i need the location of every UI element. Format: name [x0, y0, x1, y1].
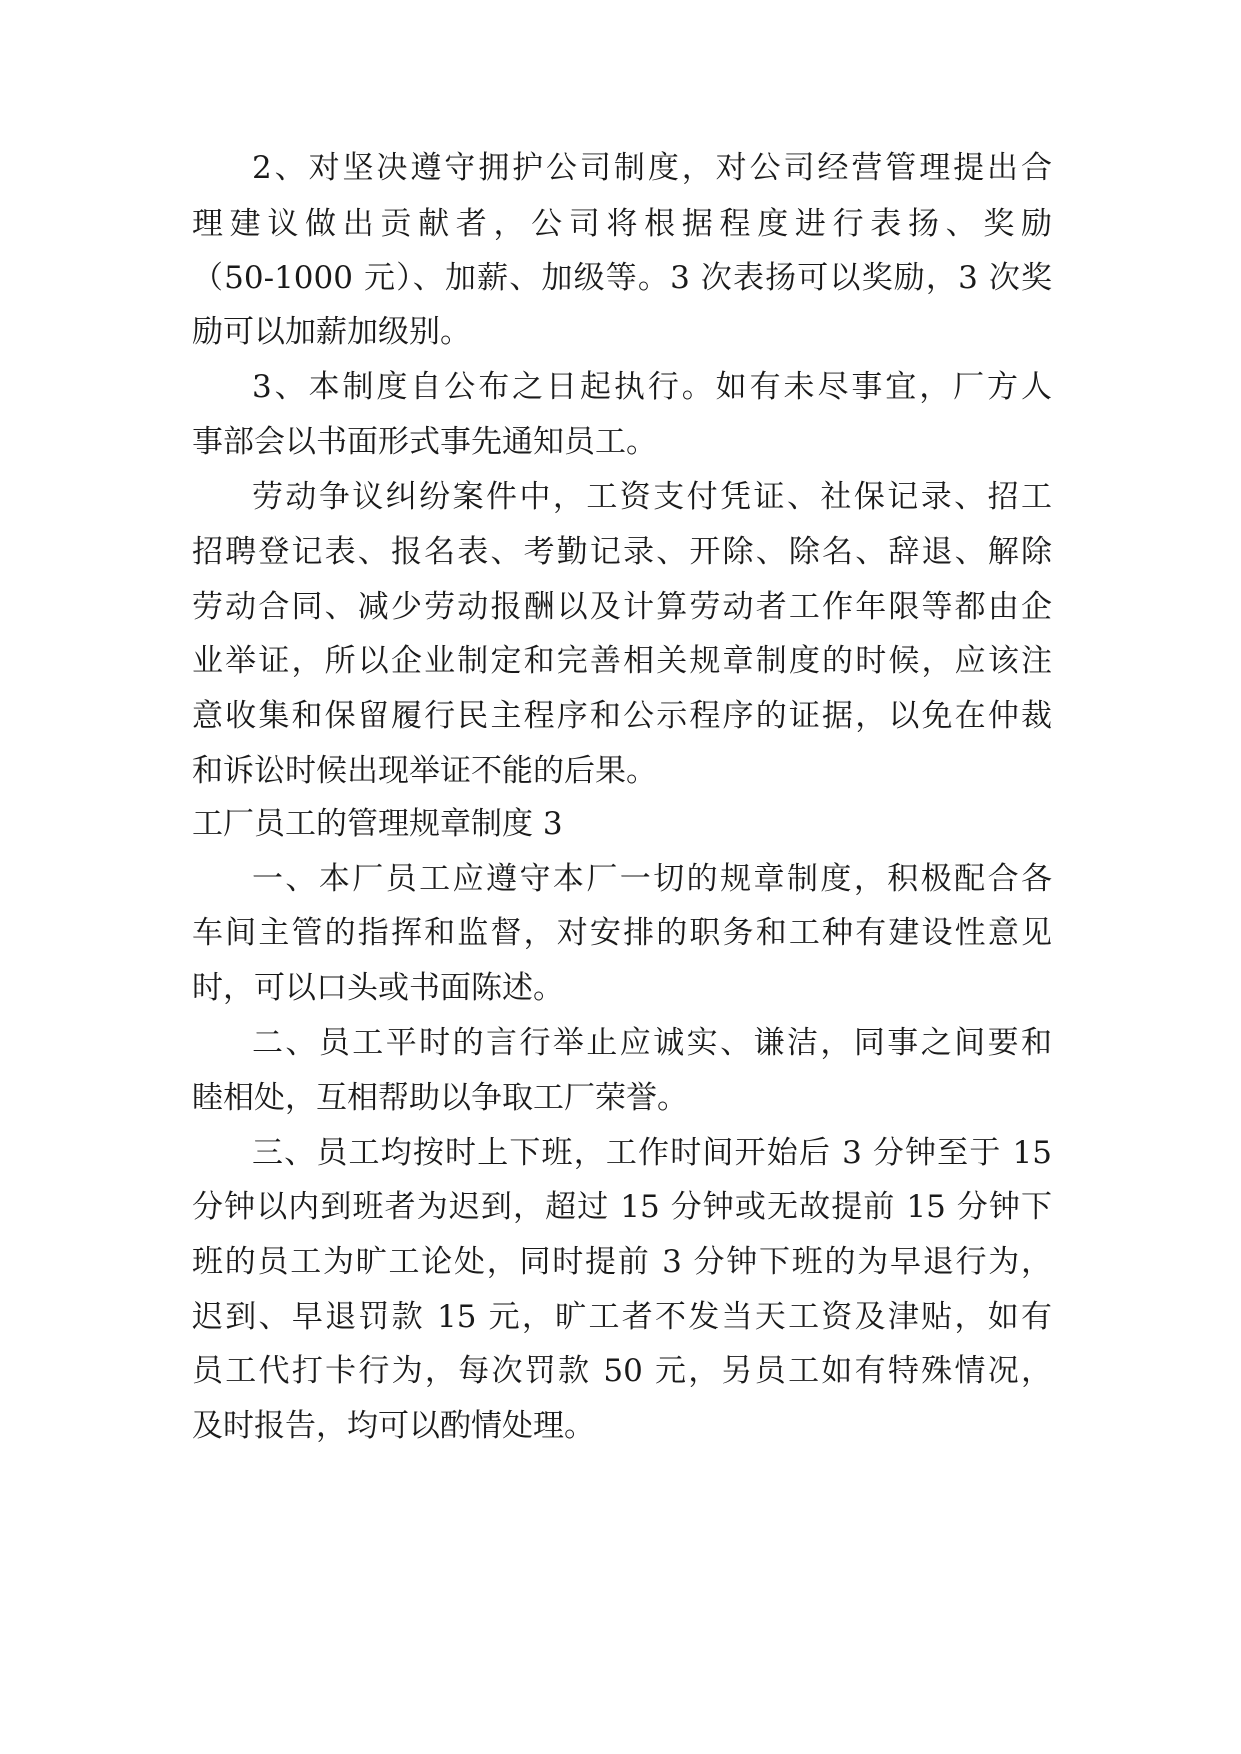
text-line: 劳动争议纠纷案件中，工资支付凭证、社保记录、招工 [252, 479, 1052, 515]
section-heading: 工厂员工的管理规章制度 3 [192, 806, 563, 842]
text-line: 业举证，所以企业制定和完善相关规章制度的时候，应该注 [192, 643, 1052, 679]
text-line: 一、本厂员工应遵守本厂一切的规章制度，积极配合各 [252, 861, 1052, 897]
text-line: 分钟以内到班者为迟到，超过 15 分钟或无故提前 15 分钟下 [192, 1189, 1052, 1225]
text-line: 理建议做出贡献者，公司将根据程度进行表扬、奖励 [192, 206, 1052, 242]
text-line: 及时报告，均可以酌情处理。 [192, 1408, 595, 1444]
text-line: 事部会以书面形式事先通知员工。 [192, 424, 657, 460]
text-line: 睦相处，互相帮助以争取工厂荣誉。 [192, 1080, 688, 1116]
text-line: 3、本制度自公布之日起执行。如有未尽事宜，厂方人 [252, 369, 1052, 405]
text-line: 时，可以口头或书面陈述。 [192, 970, 564, 1006]
text-line: 三、员工均按时上下班，工作时间开始后 3 分钟至于 15 [252, 1135, 1052, 1171]
text-line: 励可以加薪加级别。 [192, 314, 471, 350]
text-line: 迟到、早退罚款 15 元，旷工者不发当天工资及津贴，如有 [192, 1299, 1052, 1335]
text-line: 班的员工为旷工论处，同时提前 3 分钟下班的为早退行为， [192, 1244, 1052, 1280]
text-line: 意收集和保留履行民主程序和公示程序的证据，以免在仲裁 [192, 698, 1052, 734]
text-line: 劳动合同、减少劳动报酬以及计算劳动者工作年限等都由企 [192, 589, 1052, 625]
text-line: 车间主管的指挥和监督，对安排的职务和工种有建设性意见 [192, 915, 1052, 951]
text-line: 员工代打卡行为，每次罚款 50 元，另员工如有特殊情况， [192, 1353, 1052, 1389]
text-line: 和诉讼时候出现举证不能的后果。 [192, 753, 657, 789]
text-line: （50-1000 元）、加薪、加级等。3 次表扬可以奖励，3 次奖 [192, 260, 1052, 296]
text-line: 二、员工平时的言行举止应诚实、谦洁，同事之间要和 [252, 1025, 1052, 1061]
text-line: 招聘登记表、报名表、考勤记录、开除、除名、辞退、解除 [192, 534, 1052, 570]
text-line: 2、对坚决遵守拥护公司制度，对公司经营管理提出合 [252, 150, 1052, 186]
